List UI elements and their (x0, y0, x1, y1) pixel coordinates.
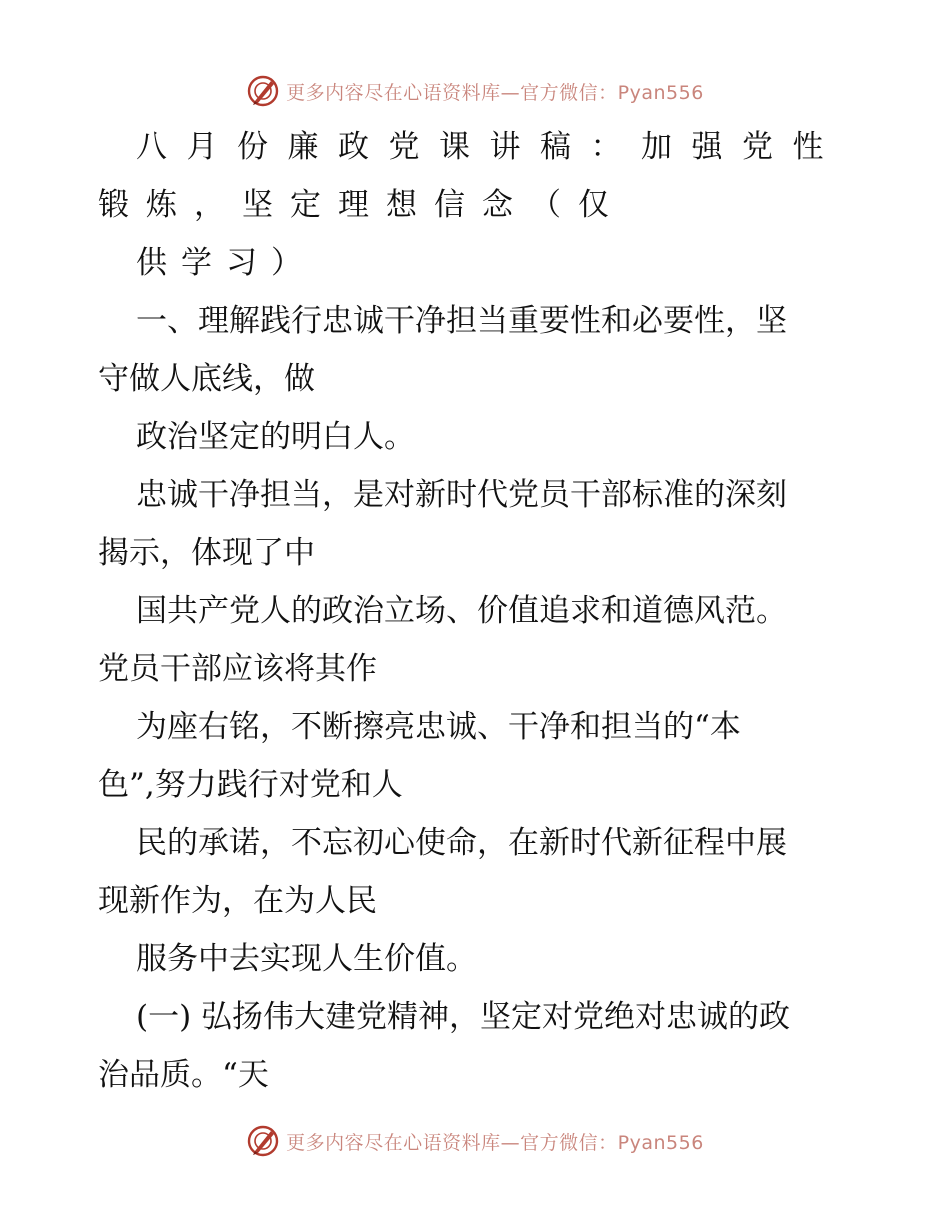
watermark-text: 更多内容尽在心语资料库—官方微信：Pyan556 (286, 81, 704, 104)
document-body (98, 118, 852, 1104)
paragraph-line: 现新作为，在为人民 (98, 883, 377, 919)
paragraph-line: 为座右铭，不断擦亮忠诚、干净和担当的“本 (136, 709, 741, 745)
paragraph-line: 党员干部应该将其作 (98, 651, 377, 687)
pen-circle-logo-icon (246, 1124, 280, 1158)
paragraph-line: 政治坚定的明白人。 (136, 419, 415, 455)
paragraph-line: (一) 弘扬伟大建党精神，坚定对党绝对忠诚的政 (136, 999, 791, 1035)
paragraph-line: 色”,努力践行对党和人 (98, 767, 403, 803)
paragraph-line: 忠诚干净担当，是对新时代党员干部标准的深刻 (136, 477, 787, 513)
header-watermark (0, 71, 950, 111)
watermark-text: 更多内容尽在心语资料库—官方微信：Pyan556 (286, 1131, 704, 1154)
title-line-2: 锻炼，坚定理想信念（仅 (98, 187, 626, 223)
paragraph-line: 服务中去实现人生价值。 (136, 941, 477, 977)
title-line-1: 八月份廉政党课讲稿：加强党性 (136, 129, 843, 165)
pen-circle-logo-icon (246, 74, 280, 108)
paragraph-line: 揭示，体现了中 (98, 535, 315, 571)
footer-watermark (0, 1121, 950, 1161)
title-line-3: 供学习） (136, 245, 316, 281)
paragraph-line: 民的承诺，不忘初心使命，在新时代新征程中展 (136, 825, 787, 861)
paragraph-line: 守做人底线，做 (98, 361, 315, 397)
paragraph-line: 治品质。“天 (98, 1057, 269, 1093)
paragraph-line: 一、理解践行忠诚干净担当重要性和必要性，坚 (136, 303, 787, 339)
paragraph-line: 国共产党人的政治立场、价值追求和道德风范。 (136, 593, 787, 629)
